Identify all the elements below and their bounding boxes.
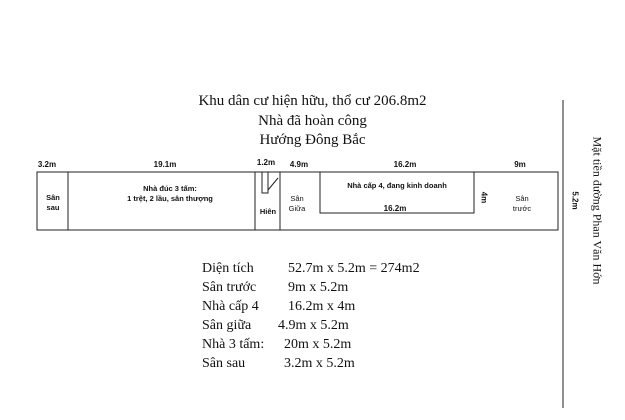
- spec-value: 4.9m x 5.2m: [278, 318, 349, 333]
- hien-notch: [262, 172, 268, 193]
- spec-row: [202, 259, 420, 278]
- room-san-sau-label: Sân sau: [46, 193, 60, 212]
- spec-value: 9m x 5.2m: [288, 280, 349, 295]
- room-san-giua-label: Sân Giữa: [288, 194, 306, 213]
- spec-row: [202, 316, 420, 335]
- header-line-3: Hướng Đông Bắc: [259, 132, 366, 148]
- spec-row: [202, 297, 420, 316]
- room-san-sau: [38, 193, 68, 213]
- dim-nha-cap4-inner: 16.2m: [383, 204, 407, 213]
- spec-row: [202, 354, 420, 373]
- dim-hien: 1.2m: [256, 158, 276, 167]
- room-nha-cap4: Nhà cấp 4, đang kinh doanh: [347, 181, 447, 190]
- room-san-truoc: [505, 194, 539, 214]
- specs-list: [202, 259, 420, 373]
- room-hien: Hiên: [259, 207, 277, 216]
- header-line-2: Nhà đã hoàn công: [258, 113, 367, 129]
- room-nha-duc: [100, 184, 240, 204]
- spec-name: Sân sau: [202, 356, 246, 371]
- spec-name: Diện tích: [202, 261, 254, 276]
- spec-name: Nhà 3 tấm:: [202, 337, 265, 352]
- dim-width-right: 5.2m: [570, 191, 580, 210]
- spec-value: 52.7m x 5.2m = 274m2: [288, 261, 420, 276]
- spec-value: 20m x 5.2m: [284, 337, 352, 352]
- dim-nha-duc: 19.1m: [153, 160, 177, 169]
- hien-diagonal: [268, 178, 278, 190]
- spec-name: Nhà cấp 4: [202, 299, 259, 314]
- spec-row: [202, 278, 420, 297]
- dim-san-truoc: 9m: [514, 160, 526, 169]
- room-nha-duc-label: Nhà đúc 3 tấm: 1 trệt, 2 lầu, sân thượng: [127, 184, 213, 203]
- spec-value: 3.2m x 5.2m: [284, 356, 355, 371]
- room-san-truoc-label: Sân trước: [512, 194, 532, 213]
- dim-san-giua: 4.9m: [289, 160, 309, 169]
- header-line-1: Khu dân cư hiện hữu, thổ cư 206.8m2: [198, 93, 427, 109]
- spec-name: Sân giữa: [202, 318, 252, 333]
- dim-nha-cap4: 16.2m: [393, 160, 417, 169]
- room-san-giua: [282, 194, 312, 214]
- street-label: Mặt tiền đường Phan Văn Hớn: [590, 136, 605, 285]
- dim-san-sau: 3.2m: [37, 160, 57, 169]
- spec-value: 16.2m x 4m: [288, 299, 356, 314]
- spec-row: [202, 335, 420, 354]
- spec-name: Sân trước: [202, 280, 257, 295]
- dim-nha-cap4-depth: 4m: [479, 191, 489, 204]
